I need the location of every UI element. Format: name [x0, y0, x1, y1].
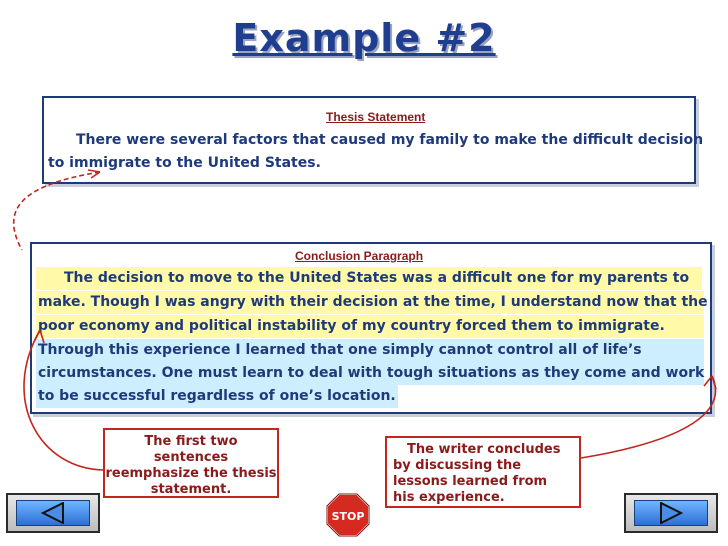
- conclusion-line-6: to be successful regardless of one’s location.: [36, 385, 398, 408]
- page-title: Example #2: [232, 16, 496, 60]
- conclusion-line-2: make. Though I was angry with their decision at the time, I understand now that the: [36, 291, 704, 314]
- stop-label: STOP: [331, 510, 365, 523]
- conclusion-line-4: Through this experience I learned that one simply cannot control all of life’s: [36, 339, 704, 362]
- note-left-text: The first two sentences reemphasize the thesis statement.: [105, 434, 277, 497]
- conclusion-line-3: poor economy and political instability of my country forced them to immigrate.: [36, 315, 704, 338]
- conclusion-label: Conclusion Paragraph: [295, 249, 424, 263]
- thesis-label: Thesis Statement: [326, 110, 426, 124]
- arrow-thesis-to-note: [14, 172, 100, 250]
- previous-button[interactable]: [6, 493, 100, 533]
- thesis-line-1: There were several factors that caused my family to make the difficult decision: [76, 132, 704, 148]
- thesis-line-2: to immigrate to the United States.: [48, 155, 321, 171]
- arrow-note-to-conclusion: [24, 330, 105, 470]
- note-right-text: The writer concludes by discussing the lessons learned from his experience.: [393, 442, 561, 505]
- conclusion-line-5: circumstances. One must learn to deal with tough situations as they come and work: [36, 362, 704, 385]
- next-button[interactable]: [624, 493, 718, 533]
- arrow-note-to-lesson: [581, 376, 716, 458]
- stop-button[interactable]: [326, 493, 370, 537]
- triangle-right-icon: [659, 502, 683, 524]
- stop-sign-icon: [326, 493, 370, 537]
- triangle-left-icon: [41, 502, 65, 524]
- conclusion-line-1: The decision to move to the United States was a difficult one for my parents to: [36, 267, 702, 290]
